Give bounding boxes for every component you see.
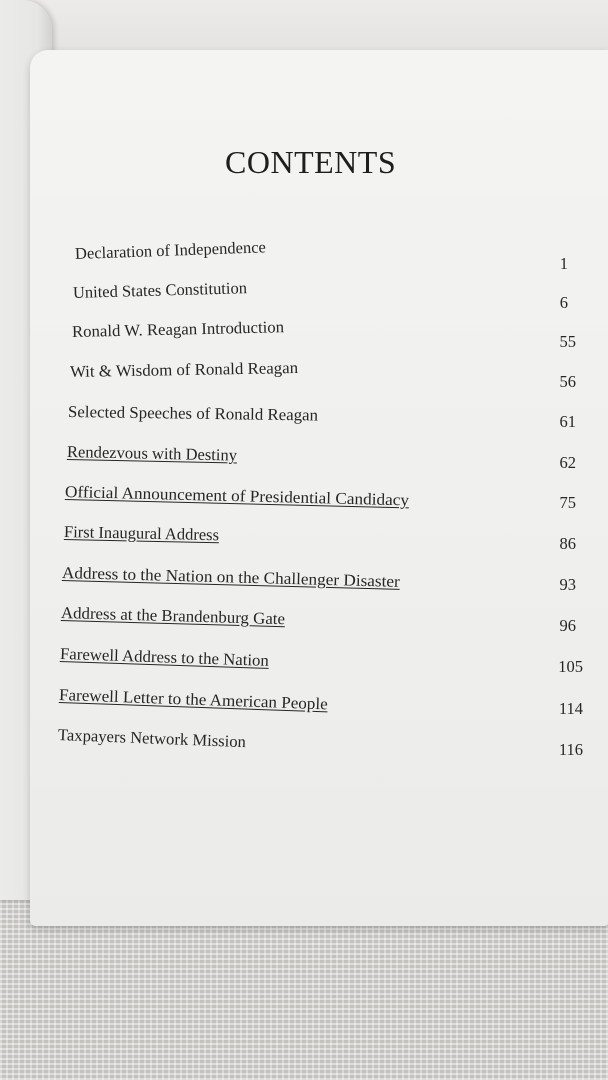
toc-entry-page: 56 xyxy=(559,372,576,391)
contents-heading: CONTENTS xyxy=(225,144,397,180)
toc-entry-title: Declaration of Independence xyxy=(74,237,267,263)
toc-entry-page: 61 xyxy=(559,412,576,431)
toc-entry-title: Wit & Wisdom of Ronald Reagan xyxy=(69,358,299,381)
toc-entry-title: Address to the Nation on the Challenger Disaster xyxy=(61,563,401,591)
toc-entry-title: Farewell Letter to the American People xyxy=(58,685,329,714)
toc-entry-page: 1 xyxy=(559,254,568,273)
toc-entry-title: Rendezvous with Destiny xyxy=(66,442,238,465)
toc-entry-page: 114 xyxy=(558,699,583,718)
toc-entry-page: 93 xyxy=(559,575,576,594)
toc-entry-title: Ronald W. Reagan Introduction xyxy=(71,317,285,341)
toc-entry-title: First Inaugural Address xyxy=(63,522,220,545)
toc-entry-page: 6 xyxy=(559,293,568,312)
toc-entry-title: Selected Speeches of Ronald Reagan xyxy=(67,402,319,425)
toc-entry-title: Taxpayers Network Mission xyxy=(57,725,247,752)
toc-entry-page: 62 xyxy=(559,453,576,472)
toc-entry-title: United States Constitution xyxy=(72,278,248,302)
toc-entry-title: Address at the Brandenburg Gate xyxy=(60,603,286,629)
toc-entry-title: Farewell Address to the Nation xyxy=(59,644,270,670)
toc-entry-page: 105 xyxy=(558,657,583,676)
toc-entry-page: 96 xyxy=(559,616,576,635)
toc-entry-page: 86 xyxy=(559,534,576,553)
toc-entry-title: Official Announcement of Presidential Candidacy xyxy=(64,482,410,510)
toc-entry-page: 116 xyxy=(558,740,583,759)
toc-entry-page: 55 xyxy=(559,332,576,351)
toc-entry-page: 75 xyxy=(559,493,576,512)
